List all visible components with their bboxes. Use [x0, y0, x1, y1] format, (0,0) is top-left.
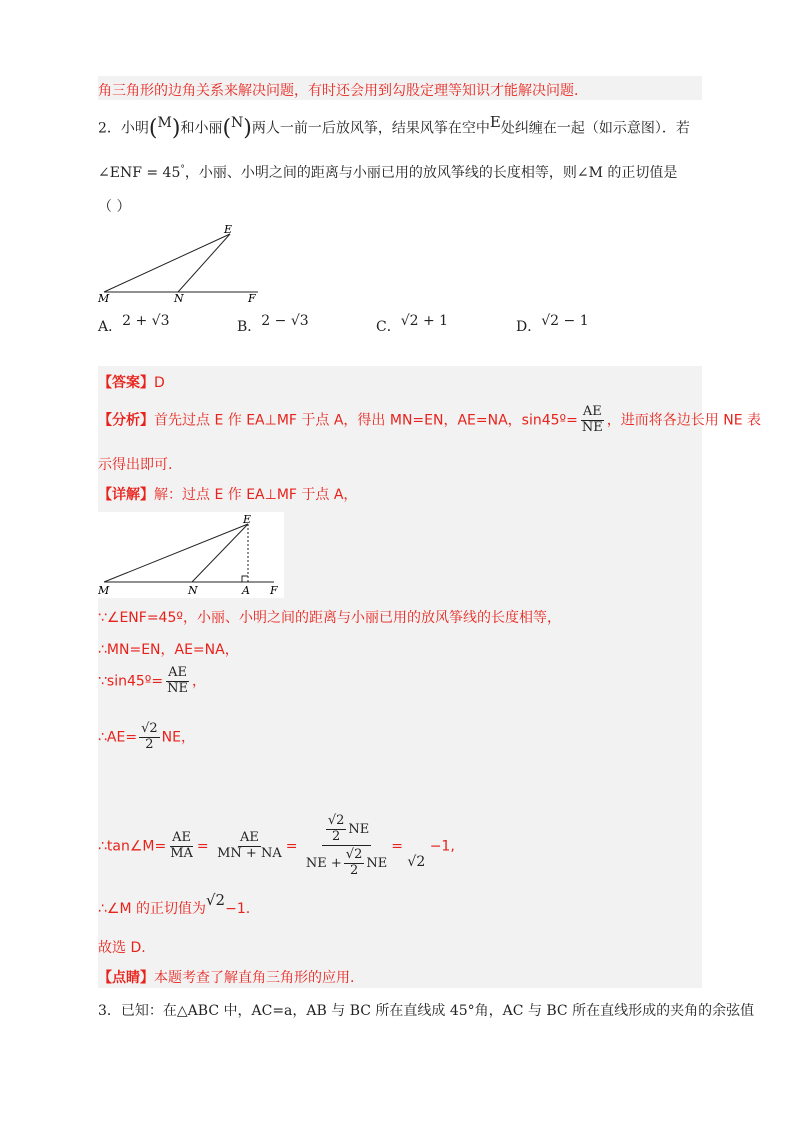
line-ME: [104, 234, 230, 292]
answer: 【答案】D: [98, 375, 165, 391]
step-6: ∴∠M 的正切值为√2−1.: [98, 891, 251, 917]
label-N: N: [231, 114, 244, 131]
fig2-label-A: A: [242, 584, 250, 597]
fig1-label-M: M: [98, 292, 110, 304]
option-d[interactable]: D．√2 − 1: [516, 313, 589, 335]
detail: 【详解】解：过点 E 作 EA⊥MF 于点 A，: [98, 487, 358, 503]
question-3: 3．已知：在△ABC 中，AC=a，AB 与 BC 所在直线成 45°角，AC 与 BC 所在直线形成的夹角的余弦值: [98, 1003, 755, 1019]
step-5: ∴tan∠M= $\frac{AE}{MA}$ = $\frac{AE}{MN + NA}$ = $\frac{√2}{2}$ NE NE + $\frac{√2}{2}$ NE = √2 −1,: [98, 813, 455, 878]
comment: 【点睛】本题考查了解直角三角形的应用.: [98, 970, 355, 986]
analysis-line2: 示得出即可.: [98, 457, 173, 473]
label-M: M: [157, 114, 172, 131]
step-3: ∵sin45º= $\frac{AE}{NE}$ ，: [98, 665, 206, 696]
step-7: 故选 D.: [98, 940, 146, 956]
fig2-label-N: N: [188, 584, 198, 597]
step-1: ∵∠ENF=45º，小丽、小明之间的距离与小丽已用的放风筝线的长度相等，: [98, 610, 561, 626]
fig2-label-E: E: [243, 513, 252, 526]
step-2: ∴MN=EN，AE=NA，: [98, 642, 239, 658]
fig1-label-E: E: [224, 223, 233, 236]
question-2-line1: 2．小明(M)和小丽(N)两人一前一后放风筝，结果风筝在空中E处纠缠在一起（如示意图）．若: [98, 112, 690, 141]
question-2-paren: （ ）: [98, 199, 131, 215]
fig2-label-F: F: [270, 584, 278, 597]
step-4: ∴AE= $\frac{√2}{2}$ NE，: [98, 721, 195, 752]
fig1-label-F: F: [248, 292, 256, 304]
figure-2: [98, 512, 284, 598]
question-number: 2．: [98, 120, 121, 137]
analysis-line1: 【分析】首先过点 E 作 EA⊥MF 于点 A，得出 MN=EN，AE=NA，sin45º= $\frac{AE}{NE}$ ，进而将各边长用 NE 表: [98, 404, 761, 435]
option-a[interactable]: A．2 + √3: [98, 313, 170, 335]
fig2-label-M: M: [98, 584, 110, 597]
top-line: 角三角形的边角关系来解决问题，有时还会用到勾股定理等知识才能解决问题.: [98, 83, 579, 99]
label-E: E: [489, 112, 501, 131]
line-NE: [178, 234, 230, 292]
option-c[interactable]: C．√2 + 1: [376, 313, 449, 335]
option-b[interactable]: B．2 − √3: [237, 313, 309, 335]
fig1-label-N: N: [174, 292, 184, 304]
figure-1: [96, 222, 266, 304]
question-2-line2: ∠ENF = 45°，小丽、小明之间的距离与小丽已用的放风筝线的长度相等，则∠M 的正切值是: [98, 164, 678, 181]
